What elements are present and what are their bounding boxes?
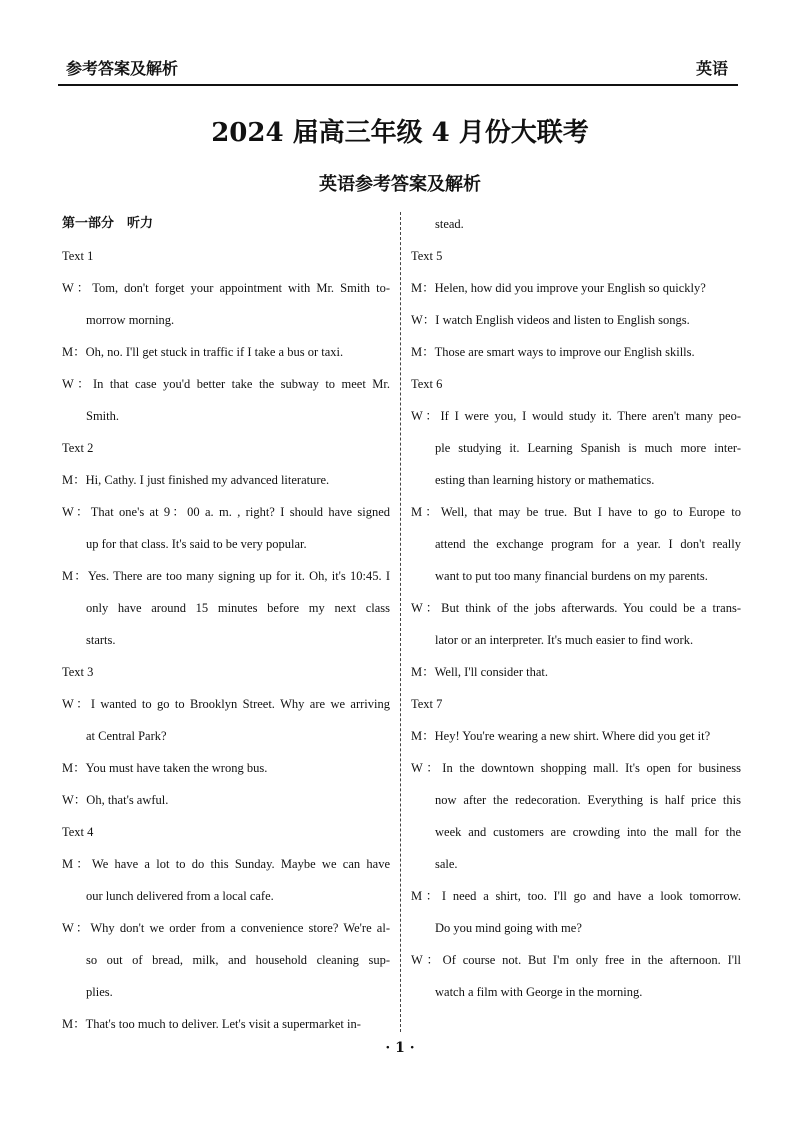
text-label: Text 1 [62, 249, 94, 263]
transcript-line: up for that class. It's said to be very popular. [86, 537, 307, 551]
transcript-line: W：I watch English videos and listen to English songs. [411, 313, 690, 327]
transcript-line: attend the exchange program for a year. I don't really [435, 537, 741, 551]
transcript-line: stead. [435, 217, 464, 231]
transcript-line: W：Tom, don't forget your appointment with Mr. Smith to- [62, 281, 390, 295]
transcript-line: M：Oh, no. I'll get stuck in traffic if I take a bus or taxi. [62, 345, 344, 359]
transcript-line: M：You must have taken the wrong bus. [62, 761, 268, 775]
transcript-line: M：Yes. There are too many signing up for it. Oh, it's 10:45. I [62, 569, 390, 583]
transcript-line: W：I wanted to go to Brooklyn Street. Why are we arriving [62, 697, 390, 711]
transcript-line: morrow morning. [86, 313, 175, 327]
header-right-text: 英语 [695, 59, 728, 78]
transcript-line: W：Why don't we order from a convenience store? We're al- [62, 921, 390, 935]
transcript-line: W：Of course not. But I'm only free in the afternoon. I'll [411, 953, 741, 967]
right-column [411, 208, 741, 1008]
text-label: Text 2 [62, 441, 94, 455]
page-title: 2024 届高三年级 4 月份大联考 [211, 118, 589, 148]
page-number: · 1 · [385, 1040, 415, 1056]
transcript-line: Do you mind going with me? [435, 921, 582, 935]
transcript-line: Smith. [86, 409, 119, 423]
transcript-line: M：Hi, Cathy. I just finished my advanced literature. [62, 473, 330, 487]
transcript-line: plies. [86, 985, 113, 999]
text-label: Text 4 [62, 825, 94, 839]
transcript-line: our lunch delivered from a local cafe. [86, 889, 274, 903]
transcript-line: so out of bread, milk, and household cleaning sup- [86, 953, 390, 967]
transcript-line: M：Well, I'll consider that. [411, 665, 548, 679]
transcript-line: want to put too many financial burdens on my parents. [435, 569, 708, 583]
transcript-line: sale. [435, 857, 458, 871]
transcript-line: M：Well, that may be true. But I have to go to Europe to [411, 505, 741, 519]
transcript-line: M：Hey! You're wearing a new shirt. Where did you get it? [411, 729, 711, 743]
transcript-line: watch a film with George in the morning. [435, 985, 643, 999]
transcript-line: M：Those are smart ways to improve our English skills. [411, 345, 695, 359]
column-divider [400, 212, 401, 1032]
transcript-line: lator or an interpreter. It's much easier to find work. [435, 633, 694, 647]
left-column [62, 208, 390, 1040]
transcript-line: ple studying it. Learning Spanish is much more inter- [435, 441, 741, 455]
transcript-line: now after the redecoration. Everything is half price this [435, 793, 741, 807]
transcript-line: W：That one's at 9：00 a. m. , right? I should have signed [62, 505, 390, 519]
section-heading: 第一部分 听力 [62, 216, 154, 231]
text-label: Text 6 [411, 377, 443, 391]
transcript-line: only have around 15 minutes before my next class [86, 601, 390, 615]
transcript-line: W：But think of the jobs afterwards. You could be a trans- [411, 601, 741, 615]
transcript-line: W：Oh, that's awful. [62, 793, 169, 807]
transcript-line: M：Helen, how did you improve your English so quickly? [411, 281, 706, 295]
transcript-line: week and customers are crowding into the mall for the [435, 825, 741, 839]
transcript-line: M：We have a lot to do this Sunday. Maybe we can have [62, 857, 390, 871]
transcript-line: M：I need a shirt, too. I'll go and have a look tomorrow. [411, 889, 741, 903]
transcript-line: W：In the downtown shopping mall. It's open for business [411, 761, 741, 775]
text-label: Text 5 [411, 249, 443, 263]
transcript-line: W：In that case you'd better take the subway to meet Mr. [62, 377, 390, 391]
transcript-line: M：That's too much to deliver. Let's visit a supermarket in- [62, 1017, 361, 1031]
header-rule [58, 84, 738, 86]
header-left-text: 参考答案及解析 [66, 59, 179, 78]
transcript-line: starts. [86, 633, 116, 647]
transcript-line: esting than learning history or mathematics. [435, 473, 655, 487]
page-subtitle: 英语参考答案及解析 [319, 174, 481, 195]
transcript-line: W：If I were you, I would study it. There aren't many peo- [411, 409, 741, 423]
transcript-line: at Central Park? [86, 729, 167, 743]
text-label: Text 7 [411, 697, 443, 711]
text-label: Text 3 [62, 665, 94, 679]
